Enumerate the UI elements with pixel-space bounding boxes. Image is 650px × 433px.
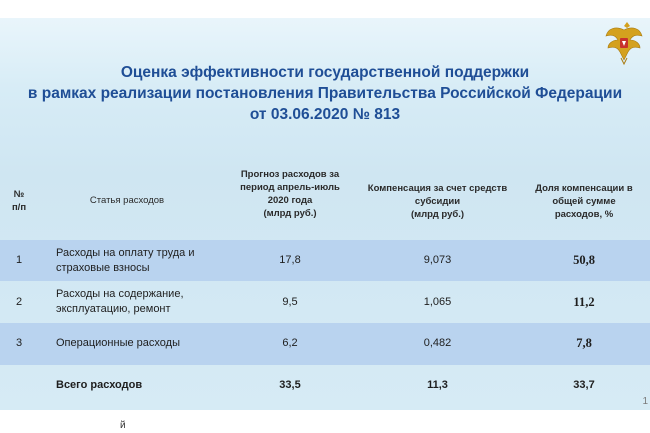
table-total-row xyxy=(0,365,650,406)
row-compensation: 0,482 xyxy=(423,337,452,349)
table-header xyxy=(0,158,650,241)
row-item: Расходы на содержание, эксплуатацию, ремонт xyxy=(56,288,184,315)
page-number: 1 xyxy=(642,396,648,407)
row-num: 1 xyxy=(15,254,23,266)
header-share: Доля компенсации в общей сумме расходов, % xyxy=(535,183,633,220)
row-share: 7,8 xyxy=(576,336,592,350)
title-line-2: в рамках реализации постановления Правительства Российской Федерации xyxy=(27,85,623,102)
header-forecast: Прогноз расходов за период апрель-июль 2020 года (млрд руб.) xyxy=(240,169,340,219)
row-forecast: 17,8 xyxy=(279,254,301,266)
row-compensation: 1,065 xyxy=(423,296,452,308)
title-line-3: от 03.06.2020 № 813 xyxy=(249,106,401,123)
table-row xyxy=(0,240,650,281)
slide-title xyxy=(0,62,650,125)
total-share: 33,7 xyxy=(573,379,595,391)
row-compensation: 9,073 xyxy=(423,254,452,266)
total-label: Всего расходов xyxy=(56,379,143,391)
header-item: Статья расходов xyxy=(89,195,165,206)
footer-text: й xyxy=(120,420,126,431)
row-num: 3 xyxy=(15,337,23,349)
table-row xyxy=(0,281,650,323)
coat-of-arms-icon xyxy=(604,20,644,66)
total-compensation: 11,3 xyxy=(427,379,448,391)
row-forecast: 6,2 xyxy=(282,337,298,349)
title-line-1: Оценка эффективности государственной поддержки xyxy=(120,64,530,81)
total-forecast: 33,5 xyxy=(279,379,301,391)
row-share: 11,2 xyxy=(573,295,595,309)
header-num: № п/п xyxy=(11,189,27,213)
row-item: Расходы на оплату труда и страховые взносы xyxy=(56,247,195,274)
row-num: 2 xyxy=(15,296,23,308)
row-share: 50,8 xyxy=(573,253,595,267)
expense-table xyxy=(0,158,650,406)
header-compensation: Компенсация за счет средств субсидии (млрд руб.) xyxy=(367,183,508,220)
slide xyxy=(0,18,650,410)
table-row xyxy=(0,323,650,365)
row-forecast: 9,5 xyxy=(282,296,298,308)
row-item: Операционные расходы xyxy=(56,337,180,349)
